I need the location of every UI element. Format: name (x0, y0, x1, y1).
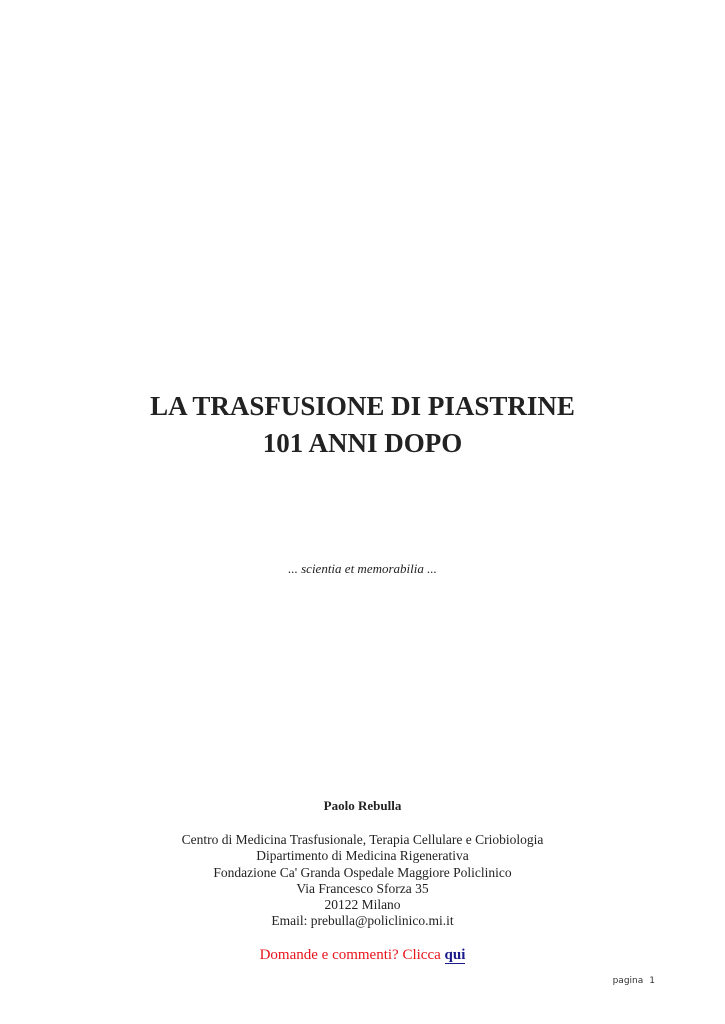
affiliation-street: Via Francesco Sforza 35 (296, 880, 429, 896)
document-subtitle: ... scientia et memorabilia ... (288, 561, 437, 576)
affiliation-center: Centro di Medicina Trasfusionale, Terapia Cellulare e Criobiologia (181, 832, 544, 847)
cta-text: Domande e commenti? Clicca (259, 947, 445, 963)
contact-cta (0, 946, 725, 964)
cta-link[interactable]: qui (444, 947, 466, 963)
title-line-1: LA TRASFUSIONE DI PIASTRINE (150, 391, 575, 421)
page-footer (613, 976, 655, 986)
document-title (0, 388, 725, 462)
page-number: 1 (649, 976, 655, 986)
affiliation-city: 20122 Milano (324, 897, 401, 913)
affiliation-email: Email: prebulla@policlinico.mi.it (271, 913, 454, 929)
author-affiliation (0, 832, 725, 930)
page-label: pagina (612, 976, 644, 986)
affiliation-department: Dipartimento di Medicina Rigenerativa (256, 848, 469, 864)
author-name: Paolo Rebulla (323, 798, 402, 813)
affiliation-foundation: Fondazione Ca' Granda Ospedale Maggiore Policlinico (213, 864, 512, 880)
title-line-2: 101 ANNI DOPO (262, 428, 463, 458)
